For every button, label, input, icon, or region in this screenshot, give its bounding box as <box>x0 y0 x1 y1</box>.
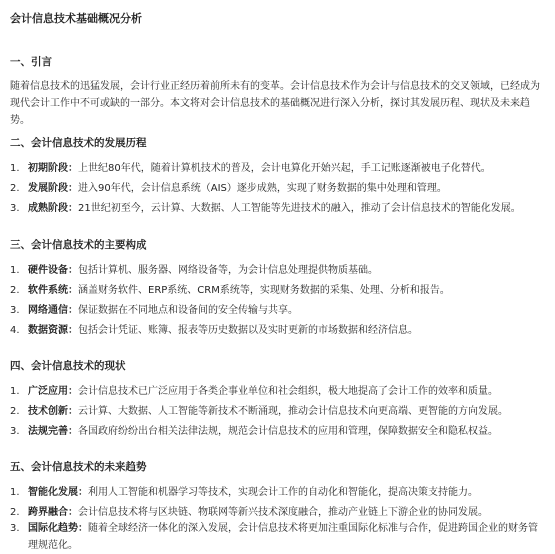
list-text: 会计信息技术已广泛应用于各类企事业单位和社会组织，极大地提高了会计工作的效率和质量。 <box>78 386 498 397</box>
list-label: 国际化趋势： <box>28 523 88 534</box>
list-label: 硬件设备： <box>28 265 78 276</box>
section-heading-trends: 五、会计信息技术的未来趋势 <box>10 461 147 473</box>
list-text: 上世纪80年代，随着计算机技术的普及，会计电算化开始兴起，手工记账逐渐被电子化替代。 <box>78 163 491 174</box>
list-number: 3. <box>10 426 20 437</box>
section-heading-status: 四、会计信息技术的现状 <box>10 360 126 372</box>
list-text: 云计算、大数据、人工智能等新技术不断涌现，推动会计信息技术向更高端、更智能的方向发展。 <box>78 406 508 417</box>
list-label: 发展阶段： <box>28 183 78 194</box>
intro-paragraph: 随着信息技术的迅猛发展，会计行业正经历着前所未有的变革。会计信息技术作为会计与信息技术的交叉领域，已经成为现代会计工作中不可或缺的一部分。本文将对会计信息技术的基础概况进行深入分析，探讨其发展历程、现状及未来趋势。 <box>10 81 540 126</box>
list-number: 4. <box>10 325 20 336</box>
list-text: 进入90年代，会计信息系统（AIS）逐步成熟，实现了财务数据的集中处理和管理。 <box>78 183 447 194</box>
list-text: 随着全球经济一体化的深入发展，会计信息技术将更加注重国际化标准与合作，促进跨国企业的财务管理规范化。 <box>28 523 538 551</box>
list-item <box>10 423 540 440</box>
list-item <box>10 302 540 319</box>
list-label: 技术创新： <box>28 406 78 417</box>
list-number: 3. <box>10 203 20 214</box>
list-number: 1. <box>10 386 20 397</box>
list-number: 1. <box>10 487 20 498</box>
list-number: 1. <box>10 163 20 174</box>
list-text: 涵盖财务软件、ERP系统、CRM系统等，实现财务数据的采集、处理、分析和报告。 <box>78 285 450 296</box>
list-label: 跨界融合： <box>28 507 78 518</box>
list-item <box>10 322 540 339</box>
list-item <box>10 484 540 501</box>
list-number: 2. <box>10 183 20 194</box>
list-number: 2. <box>10 285 20 296</box>
list-text: 利用人工智能和机器学习等技术，实现会计工作的自动化和智能化，提高决策支持能力。 <box>88 487 478 498</box>
list-item <box>10 403 540 420</box>
list-text: 包括计算机、服务器、网络设备等，为会计信息处理提供物质基础。 <box>78 265 378 276</box>
list-item <box>10 520 540 554</box>
list-label: 法规完善： <box>28 426 78 437</box>
list-text: 各国政府纷纷出台相关法律法规，规范会计信息技术的应用和管理，保障数据安全和隐私权益。 <box>78 426 498 437</box>
list-label: 成熟阶段： <box>28 203 78 214</box>
list-item <box>10 504 540 521</box>
list-item <box>10 180 540 197</box>
list-label: 软件系统： <box>28 285 78 296</box>
section-heading-history: 二、会计信息技术的发展历程 <box>10 137 147 149</box>
list-item <box>10 200 540 217</box>
list-number: 3. <box>10 523 20 534</box>
list-item <box>10 262 540 279</box>
list-number: 2. <box>10 507 20 518</box>
list-label: 智能化发展： <box>28 487 88 498</box>
list-item <box>10 282 540 299</box>
list-item <box>10 383 540 400</box>
section-heading-components: 三、会计信息技术的主要构成 <box>10 239 147 251</box>
list-text: 21世纪初至今，云计算、大数据、人工智能等先进技术的融入，推动了会计信息技术的智能化发展。 <box>78 203 521 214</box>
list-label: 初期阶段： <box>28 163 78 174</box>
list-number: 3. <box>10 305 20 316</box>
list-label: 广泛应用： <box>28 386 78 397</box>
list-item <box>10 160 540 177</box>
list-text: 保证数据在不同地点和设备间的安全传输与共享。 <box>78 305 298 316</box>
list-text: 包括会计凭证、账簿、报表等历史数据以及实时更新的市场数据和经济信息。 <box>78 325 418 336</box>
list-text: 会计信息技术将与区块链、物联网等新兴技术深度融合，推动产业链上下游企业的协同发展。 <box>78 507 488 518</box>
list-label: 网络通信： <box>28 305 78 316</box>
list-number: 1. <box>10 265 20 276</box>
section-heading-intro: 一、引言 <box>10 56 52 68</box>
document-title: 会计信息技术基础概况分析 <box>10 12 142 25</box>
list-label: 数据资源： <box>28 325 78 336</box>
list-number: 2. <box>10 406 20 417</box>
